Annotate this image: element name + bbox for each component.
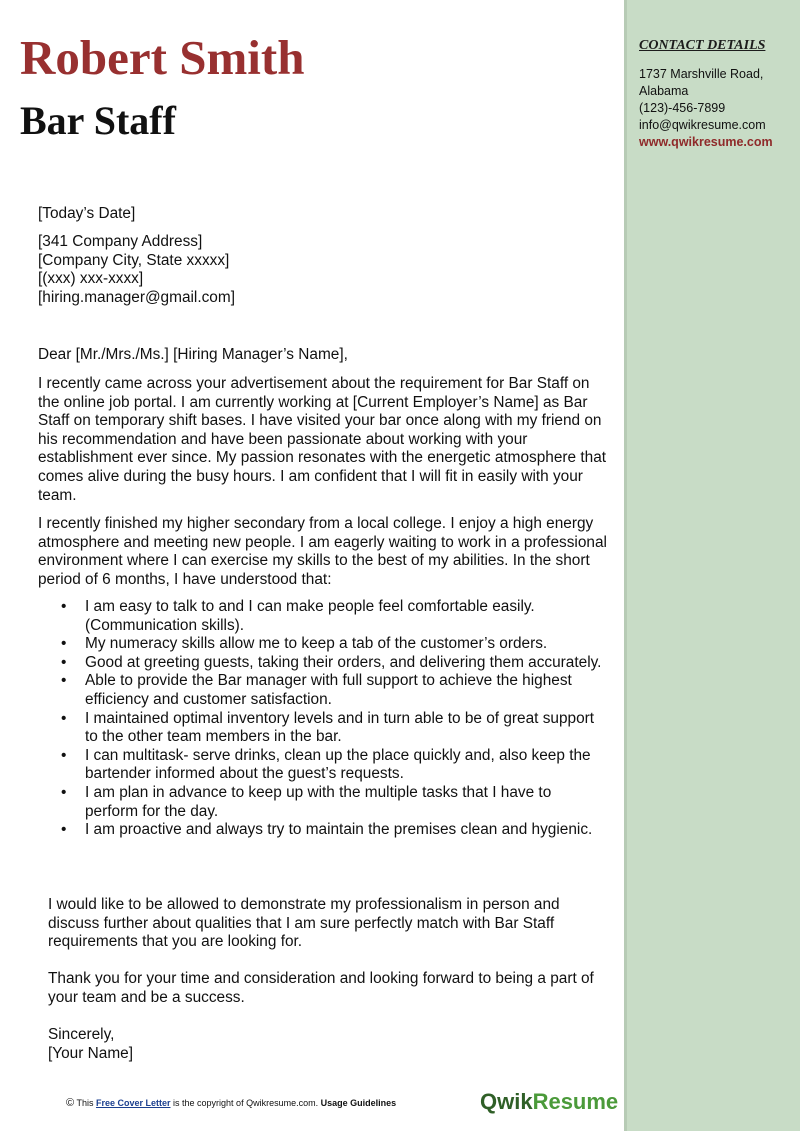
body-paragraph-2: I recently finished my higher secondary from a local college. I enjoy a high energy atmosphere and meeting new people. I am eagerly waiting to work in a professional environment where I can exercise my skills to the best of my abilities. In the short period of 6 months, I have understood that: [38, 515, 607, 588]
contact-website[interactable]: www.qwikresume.com [639, 135, 773, 149]
contact-address-line2: Alabama [639, 84, 689, 98]
contact-address-line1: 1737 Marshville Road, [639, 67, 764, 81]
address-line: [Company City, State xxxxx] [38, 251, 230, 269]
recipient-address [38, 233, 235, 307]
copyright-footer [66, 1097, 396, 1109]
logo-part-qwik: Qwik [480, 1089, 533, 1114]
applicant-name: Robert Smith [20, 30, 305, 85]
address-line: [hiring.manager@gmail.com] [38, 288, 235, 306]
contact-lines [639, 66, 773, 151]
signature-name: [Your Name] [48, 1044, 133, 1062]
body-paragraph-1: I recently came across your advertisement about the requirement for Bar Staff on the online job portal. I am currently working at [Current Employer’s Name] as Bar Staff on temporary shift bases. I have visited your bar once along with my friend on his recommendation and have been passionate about working with your establishment ever since. My passion resonates with the energetic atmosphere that comes alive during the busy hours. I am confident that I will fit in easily with your team. [38, 375, 607, 504]
copyright-icon: © [66, 1097, 75, 1109]
contact-email[interactable]: info@qwikresume.com [639, 118, 766, 132]
list-item: • I am proactive and always try to maintain the premises clean and hygienic. [38, 821, 608, 840]
letter-date: [Today’s Date] [38, 205, 136, 222]
list-item: • I can multitask- serve drinks, clean up the place quickly and, also keep the bartender informed about the guest’s requests. [38, 747, 608, 784]
list-item: • I am easy to talk to and I can make people feel comfortable easily. (Communication skills). [38, 598, 608, 635]
free-cover-letter-link[interactable]: Free Cover Letter [95, 1098, 171, 1108]
body-paragraph-4: Thank you for your time and consideration and looking forward to being a part of your team and be a success. [48, 970, 594, 1006]
list-item: • I maintained optimal inventory levels and in turn able to be of great support to the other team members in the bar. [38, 710, 608, 747]
list-item: • My numeracy skills allow me to keep a tab of the customer’s orders. [38, 635, 608, 654]
job-title: Bar Staff [20, 98, 176, 143]
address-line: [(xxx) xxx-xxxx] [38, 270, 144, 288]
closing: Sincerely, [48, 1026, 115, 1043]
contact-phone: (123)-456-7899 [639, 101, 726, 115]
logo-part-resume: Resume [532, 1089, 619, 1114]
list-item: • Able to provide the Bar manager with full support to achieve the highest efficiency and customer satisfaction. [38, 672, 608, 709]
address-line: [341 Company Address] [38, 233, 203, 250]
list-item: • Good at greeting guests, taking their orders, and delivering them accurately. [38, 654, 608, 673]
body-paragraph-3: I would like to be allowed to demonstrate my professionalism in person and discuss further about qualities that I am sure perfectly match with Bar Staff requirements that you are looking for. [48, 896, 560, 951]
closing-block [48, 1026, 133, 1063]
skills-list [38, 598, 608, 840]
salutation: Dear [Mr./Mrs./Ms.] [Hiring Manager’s Name], [38, 346, 348, 363]
list-item: • I am plan in advance to keep up with the multiple tasks that I have to perform for the day. [38, 784, 608, 821]
footer-middle: is the copyright of Qwikresume.com. [173, 1098, 319, 1108]
contact-sidebar [624, 0, 800, 1131]
contact-heading: CONTACT DETAILS [639, 38, 766, 53]
footer-prefix: This [76, 1098, 94, 1108]
usage-guidelines-link[interactable]: Usage Guidelines [320, 1098, 397, 1108]
qwikresume-logo [480, 1089, 618, 1115]
